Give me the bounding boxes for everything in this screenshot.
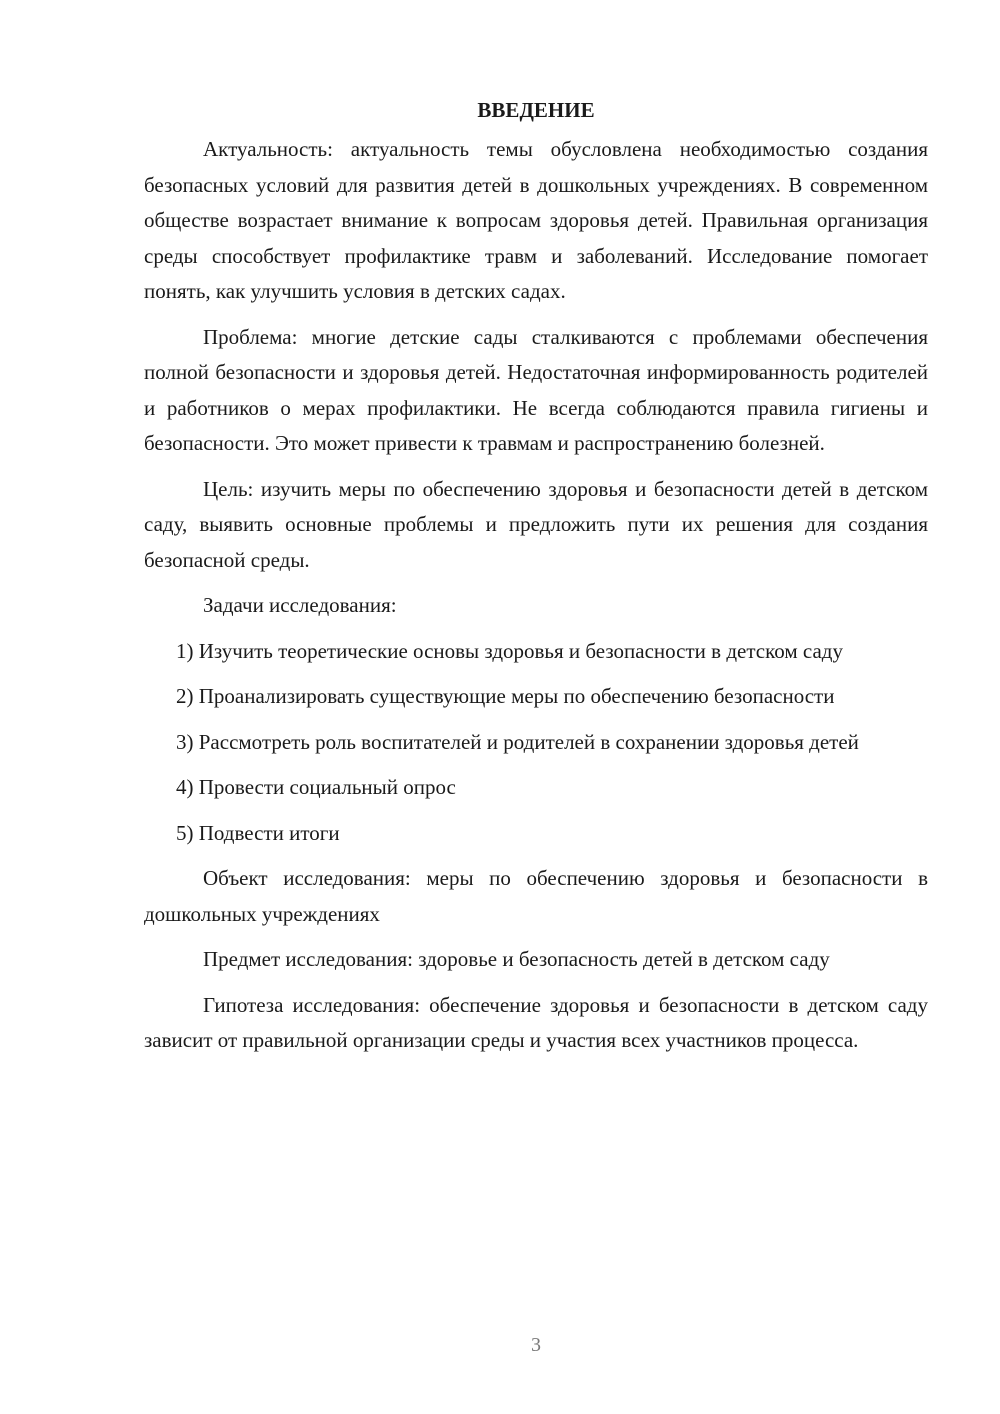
section-title: ВВЕДЕНИЕ <box>477 98 595 122</box>
task-item-4: 4) Провести социальный опрос <box>176 775 456 799</box>
task-item-1: 1) Изучить теоретические основы здоровья и безопасности в детском саду <box>176 638 843 663</box>
task-item-5: 5) Подвести итоги <box>176 820 340 845</box>
task-item-3: 3) Рассмотреть роль воспитателей и родителей в сохранении здоровья детей <box>176 729 859 754</box>
document-page <box>144 90 928 1069</box>
goal-paragraph: Цель: изучить меры по обеспечению здоровья и безопасности детей в детском саду, выявить основные проблемы и предложить пути их решения для создания безопасной среды. <box>144 476 928 572</box>
page-number: 3 <box>531 1334 541 1356</box>
subject-paragraph: Предмет исследования: здоровье и безопасность детей в детском саду <box>203 947 830 971</box>
hypothesis-paragraph: Гипотеза исследования: обеспечение здоровья и безопасности в детском саду зависит от правильной организации среды и участия всех участников процесса. <box>144 992 928 1052</box>
problem-paragraph: Проблема: многие детские сады сталкиваются с проблемами обеспечения полной безопасности и здоровья детей. Недостаточная информированность родителей и работников о мерах профилактики. Не всегда соблюдаются правила гигиены и безопасности. Это может привести к травмам и распространению болезней. <box>144 324 928 455</box>
task-item-2: 2) Проанализировать существующие меры по обеспечению безопасности <box>176 684 835 708</box>
tasks-heading: Задачи исследования: <box>203 593 397 617</box>
relevance-paragraph: Актуальность: актуальность темы обусловлена необходимостью создания безопасных условий для развития детей в дошкольных учреждениях. В современном обществе возрастает внимание к вопросам здоровья детей. Правильная организация среды способствует профилактике травм и заболеваний. Исследование помогает понять, как улучшить условия в детских садах. <box>144 137 928 303</box>
object-paragraph: Объект исследования: меры по обеспечению здоровья и безопасности в дошкольных учреждениях <box>144 866 928 926</box>
